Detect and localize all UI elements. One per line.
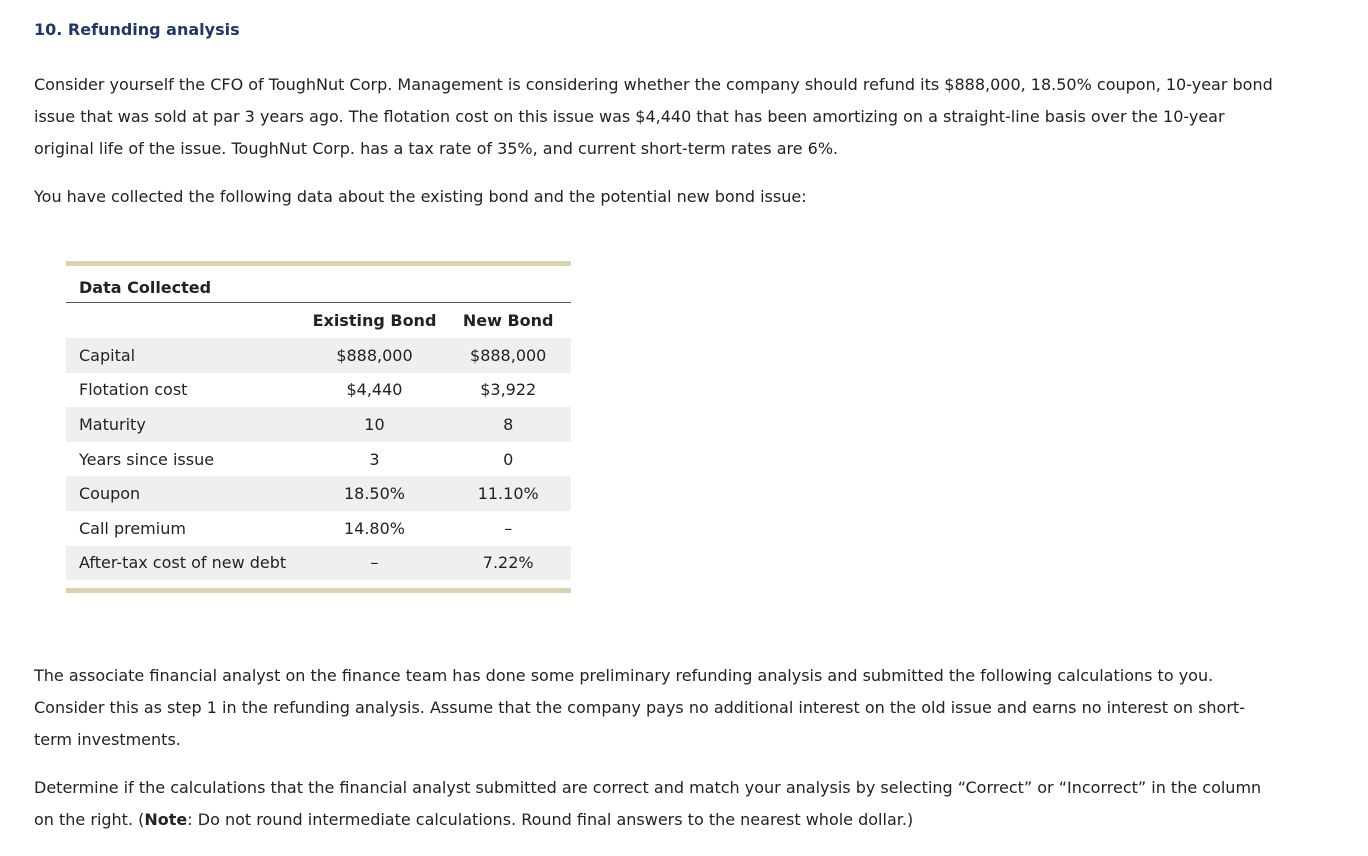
- table-row-coupon: [66, 476, 571, 511]
- table-row-after-tax-cost: [66, 546, 571, 581]
- existing-bond-value: –: [304, 546, 446, 581]
- row-label: Flotation cost: [79, 380, 188, 400]
- table-caption: Data Collected: [66, 266, 571, 303]
- table-row-flotation-cost: [66, 373, 571, 408]
- table-row-years-since-issue: [66, 442, 571, 477]
- new-bond-value: 0: [503, 449, 514, 469]
- row-label: After-tax cost of new debt: [66, 546, 304, 581]
- existing-bond-value: $4,440: [346, 380, 403, 400]
- analyst-paragraph: The associate financial analyst on the finance team has done some preliminary refunding analysis and submitted the following calculations to you. Consider this as step 1 in the refunding analysis. Assume that the company pays no additional interest on the old issue and earns no interest on short-term investments.: [34, 666, 1245, 749]
- page-title: 10. Refunding analysis: [34, 20, 240, 39]
- new-bond-value: 7.22%: [445, 546, 571, 581]
- row-label: Capital: [66, 338, 304, 373]
- new-bond-value: –: [504, 518, 513, 538]
- note-label: Note: [144, 810, 188, 829]
- table-row-call-premium: [66, 511, 571, 546]
- table-row-maturity: [66, 407, 571, 442]
- existing-bond-value: 10: [304, 407, 446, 442]
- existing-bond-value: 3: [369, 449, 380, 469]
- table-header-row: [66, 303, 571, 339]
- new-bond-value: 8: [445, 407, 571, 442]
- header-new-bond: New Bond: [462, 311, 554, 330]
- existing-bond-value: 18.50%: [304, 476, 446, 511]
- existing-bond-value: $888,000: [304, 338, 446, 373]
- data-collected-table: [66, 261, 571, 593]
- header-blank: [66, 303, 304, 339]
- row-label: Years since issue: [79, 449, 215, 469]
- header-existing-bond: Existing Bond: [312, 311, 437, 330]
- instructions-paragraph: [34, 772, 1274, 836]
- instructions-text: Determine if the calculations that the financial analyst submitted are correct and match your analysis by selecting “Correct” or “Incorrect” in the column on the right. (: [34, 778, 1262, 829]
- row-label: Coupon: [66, 476, 304, 511]
- row-label: Call premium: [79, 518, 186, 538]
- new-bond-value: $3,922: [480, 380, 537, 400]
- intro-paragraph: Consider yourself the CFO of ToughNut Corp. Management is considering whether the company should refund its $888,000, 18.50% coupon, 10-year bond issue that was sold at par 3 years ago. The flotation cost on this issue was $4,440 that has been amortizing on a straight-line basis over the 10-year original life of the issue. ToughNut Corp. has a tax rate of 35%, and current short-term rates are 6%.: [34, 75, 1273, 158]
- collected-data-paragraph: You have collected the following data about the existing bond and the potential new bond issue:: [34, 187, 807, 206]
- table-bottom-border: [66, 591, 571, 594]
- table-spacer: [66, 580, 571, 591]
- note-text: : Do not round intermediate calculations. Round final answers to the nearest whole dollar.): [187, 810, 914, 829]
- existing-bond-value: 14.80%: [343, 518, 405, 538]
- row-label: Maturity: [66, 407, 304, 442]
- table-caption-row: [66, 266, 571, 303]
- new-bond-value: $888,000: [445, 338, 571, 373]
- table-row-capital: [66, 338, 571, 373]
- new-bond-value: 11.10%: [445, 476, 571, 511]
